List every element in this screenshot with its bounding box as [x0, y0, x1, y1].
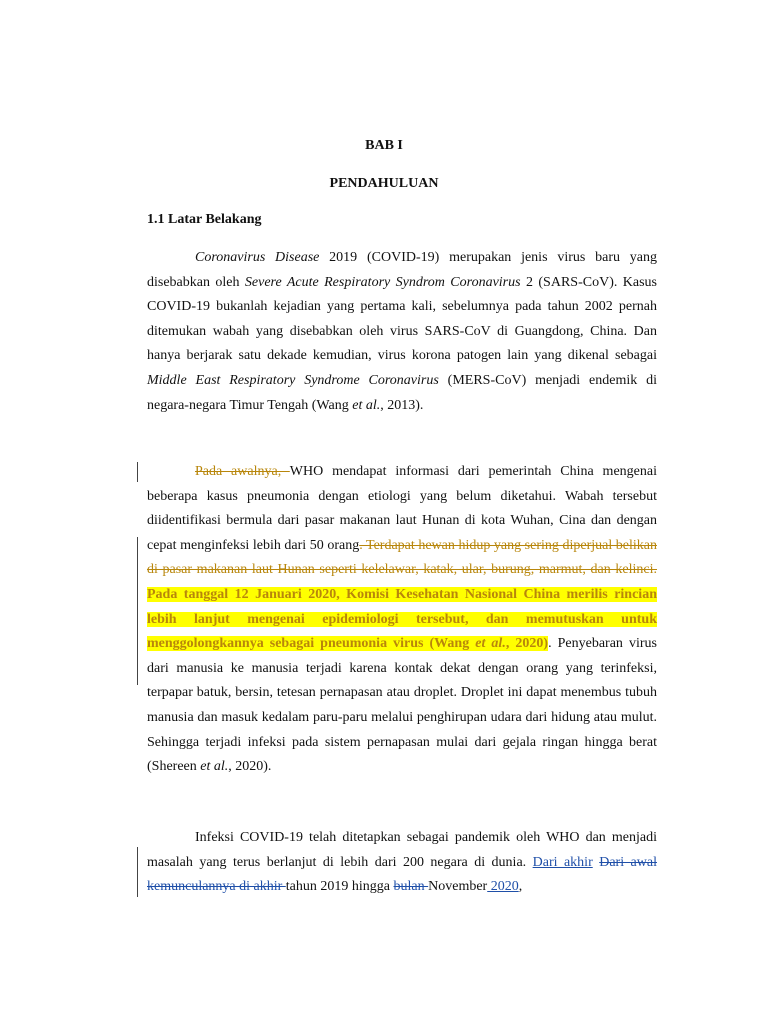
deleted-text: . Terdapat hewan hidup yang sering diperjual belikan di pasar makanan laut Hunan seperti kelelawar, katak, ular, burung, marmut, dan kelinci.: [147, 537, 657, 578]
text-run: et al.: [200, 759, 229, 775]
text-run: tahun 2019 hingga: [285, 879, 394, 895]
highlighted-text: et al.: [475, 636, 506, 652]
deleted-text: Dari awal kemunculannya di akhir: [147, 854, 657, 895]
chapter-label: BAB I: [365, 138, 403, 153]
change-bar: [137, 537, 138, 685]
section-title: 1.1 Latar Belakang: [147, 212, 262, 227]
text-run: 2019 (COVID-19) merupakan jenis virus baru yang disebabkan oleh: [147, 250, 657, 290]
inserted-text: 2020: [487, 879, 519, 895]
text-run: 2 (SARS-CoV). Kasus COVID-19 bukanlah kejadian yang pertama kali, sebelumnya pada tahun 2002 pernah ditemukan wabah yang disebabkan oleh virus SARS-CoV di Guangdong, China. Dan hanya berjarak satu dekade kemudian, virus korona patogen lain yang dikenal sebagai: [147, 274, 657, 364]
deleted-text: Pada awalnya,: [195, 464, 290, 479]
text-run: WHO mendapat informasi dari pemerintah China mengenai beberapa kasus pneumonia dengan etiologi yang belum diketahui. Wabah tersebut diidentifikasi bermula dari pasar makanan laut Hunan di kota Wuhan, Cina dan dengan cepat menginfeksi lebih dari 50 orang: [147, 464, 657, 553]
text-run: , 2020).: [228, 759, 272, 775]
paragraph-2: [147, 460, 657, 780]
deleted-text: bulan: [393, 879, 429, 895]
change-bar: [137, 847, 138, 897]
chapter-title: PENDAHULUAN: [329, 176, 439, 191]
text-run: (MERS-CoV) menjadi endemik di negara-negara Timur Tengah (Wang: [147, 372, 657, 413]
text-run: Severe Acute Respiratory Syndrom Coronavirus: [244, 274, 521, 290]
paragraph-3: [147, 826, 657, 900]
paragraph-1: [147, 246, 657, 418]
text-run: Middle East Respiratory Syndrome Coronavirus: [147, 372, 439, 388]
change-bar: [137, 462, 138, 482]
text-run: ,: [518, 879, 523, 895]
inserted-text: Dari akhir: [532, 854, 593, 870]
text-run: Coronavirus Disease: [195, 250, 320, 265]
text-run: , 2013).: [380, 397, 424, 413]
text-run: Infeksi COVID-19 telah ditetapkan sebagai pandemik oleh WHO dan menjadi masalah yang terus berlanjut di lebih dari 200 negara di dunia.: [147, 830, 657, 870]
text-run: November: [428, 879, 488, 895]
highlighted-text: , 2020): [505, 636, 549, 652]
highlighted-text: Pada tanggal 12 Januari 2020, Komisi Kesehatan Nasional China merilis rincian lebih lanjut mengenai epidemiologi tersebut, dan memutuskan untuk menggolongkannya sebagai pneumonia virus (Wang: [147, 586, 657, 652]
text-run: et al.: [352, 397, 381, 413]
text-run: . Penyebaran virus dari manusia ke manusia terjadi karena kontak dekat dengan orang yang terinfeksi, terpapar batuk, bersin, tetesan pernapasan atau droplet. Droplet ini dapat menembus tubuh manusia dan masuk kedalam paru-paru melalui penghirupan udara dari hidung atau mulut. Sehingga terjadi infeksi pada sistem pernapasan mulai dari gejala ringan hingga berat (Shereen: [147, 636, 657, 775]
